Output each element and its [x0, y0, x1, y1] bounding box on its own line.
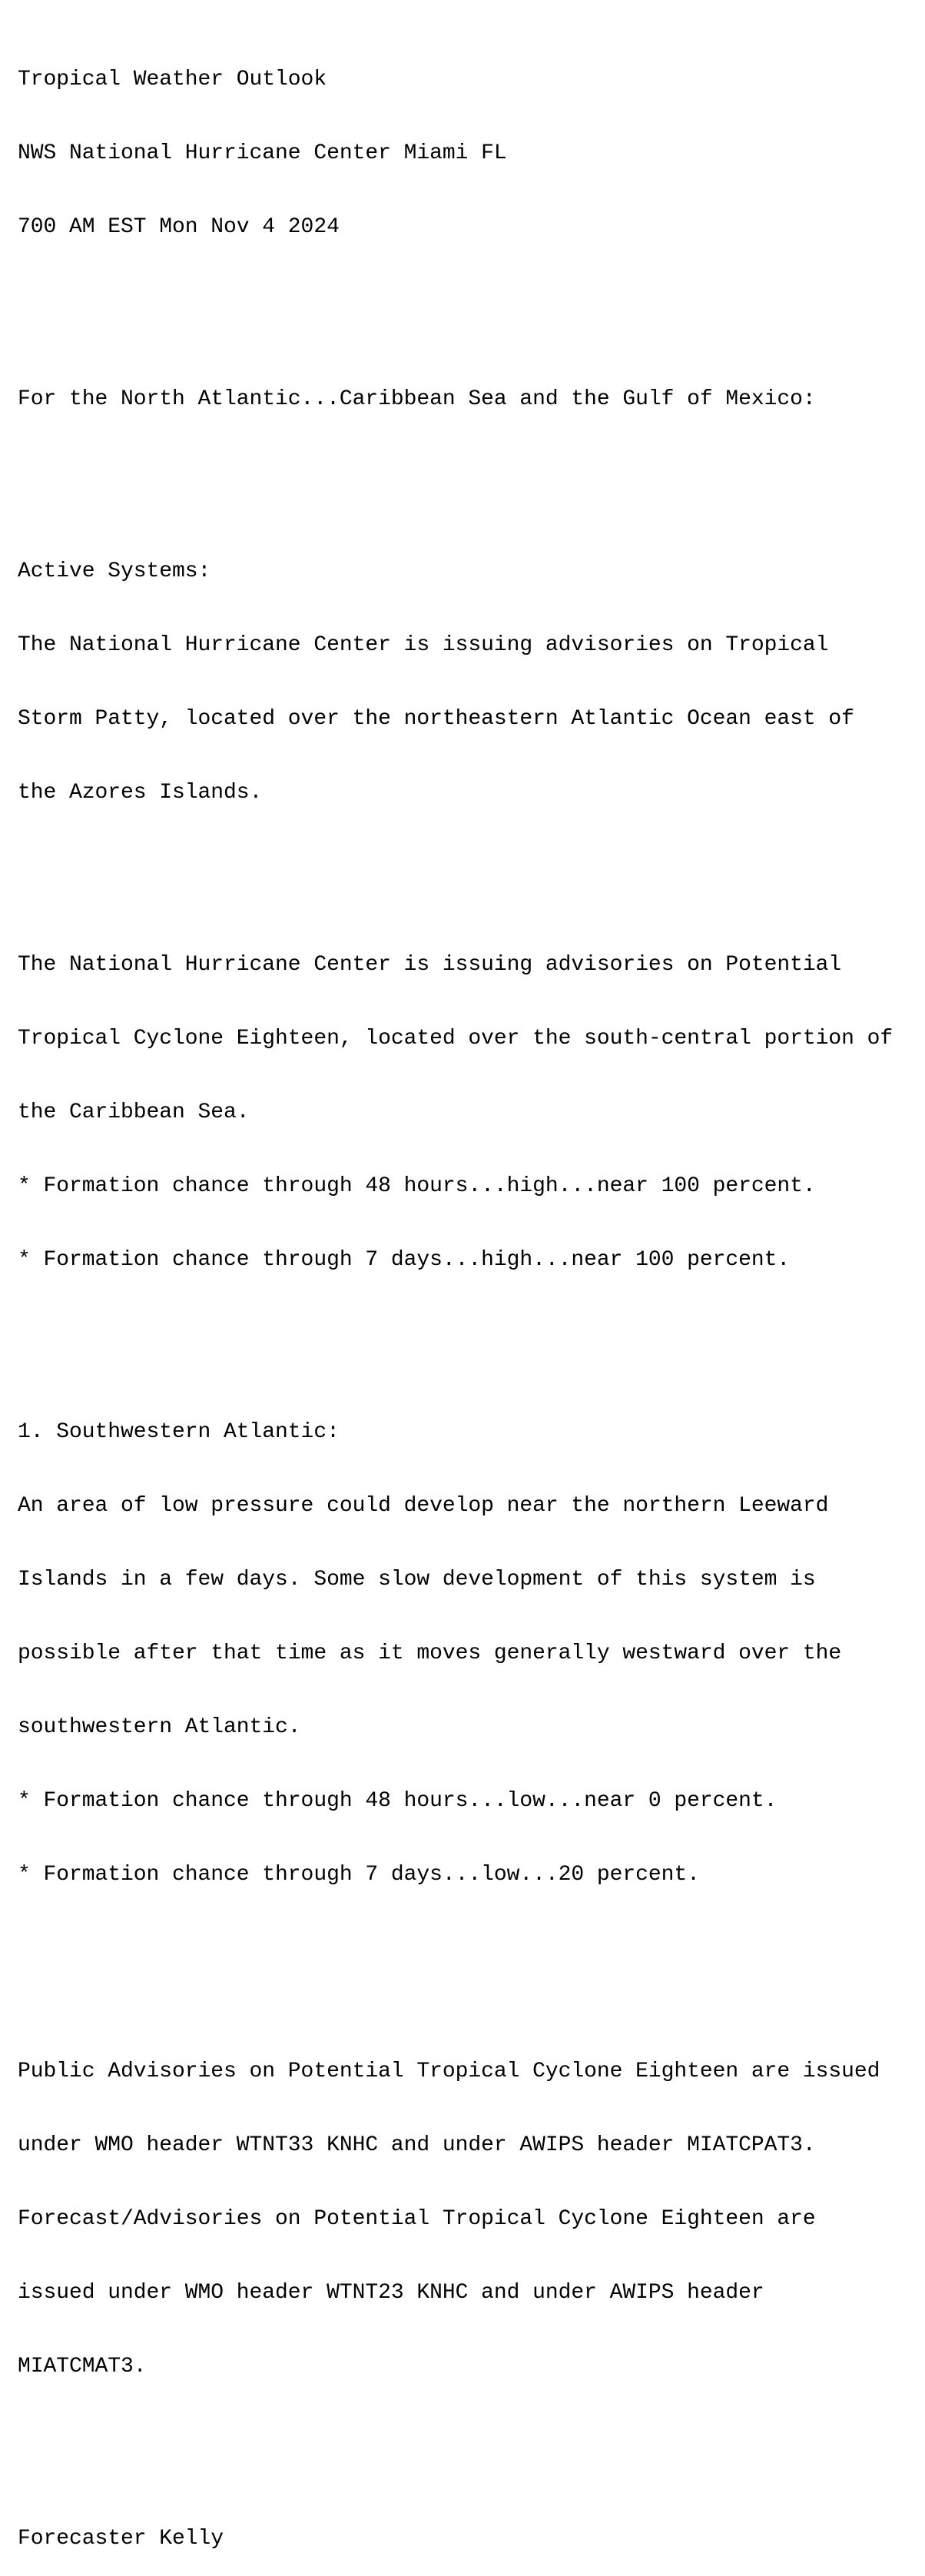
active-systems-text-line: the Caribbean Sea. [18, 1100, 250, 1124]
outlook-text-line: southwestern Atlantic. [18, 1715, 301, 1739]
active-systems-text-line: the Azores Islands. [18, 781, 263, 805]
advisory-info-line: Forecast/Advisories on Potential Tropical Cyclone Eighteen are [18, 2207, 816, 2231]
area-statement: For the North Atlantic...Caribbean Sea and the Gulf of Mexico: [18, 387, 816, 411]
active-systems-text-line: Tropical Cyclone Eighteen, located over the south-central portion of [18, 1027, 894, 1051]
formation-chance-48h: * Formation chance through 48 hours...low...near 0 percent. [18, 1789, 777, 1813]
spacer [18, 461, 893, 486]
advisory-info-line: issued under WMO header WTNT23 KNHC and under AWIPS header [18, 2281, 764, 2305]
advisory-info-line: Public Advisories on Potential Tropical Cyclone Eighteen are issued [18, 2060, 880, 2083]
issuing-office: NWS National Hurricane Center Miami FL [18, 141, 507, 165]
active-systems-heading: Active Systems: [18, 559, 211, 583]
active-systems-text-line: Storm Patty, located over the northeastern Atlantic Ocean east of [18, 707, 854, 731]
formation-chance-7d: * Formation chance through 7 days...low...20 percent. [18, 1863, 700, 1887]
formation-chance-48h: * Formation chance through 48 hours...high...near 100 percent. [18, 1174, 816, 1198]
advisory-info-line: under WMO header WTNT33 KNHC and under AWIPS header MIATCPAT3. [18, 2133, 816, 2157]
spacer [18, 289, 893, 314]
outlook-area-heading: 1. Southwestern Atlantic: [18, 1420, 340, 1444]
outlook-text-line: Islands in a few days. Some slow development of this system is [18, 1568, 816, 1592]
active-systems-text-line: The National Hurricane Center is issuing advisories on Potential [18, 953, 842, 977]
document-title: Tropical Weather Outlook [18, 68, 327, 91]
issue-time: 700 AM EST Mon Nov 4 2024 [18, 215, 340, 239]
advisory-info-line: MIATCMAT3. [18, 2355, 147, 2378]
spacer [18, 1322, 893, 1346]
spacer [18, 855, 893, 879]
spacer [18, 2428, 893, 2453]
formation-chance-7d: * Formation chance through 7 days...high...near 100 percent. [18, 1248, 791, 1272]
active-systems-text-line: The National Hurricane Center is issuing advisories on Tropical [18, 633, 829, 657]
outlook-text-line: possible after that time as it moves generally westward over the [18, 1642, 842, 1665]
spacer [18, 1937, 893, 1986]
outlook-text-line: An area of low pressure could develop near the northern Leeward [18, 1494, 829, 1518]
forecaster-signature: Forecaster Kelly [18, 2527, 224, 2551]
outlook-document [18, 18, 893, 2576]
